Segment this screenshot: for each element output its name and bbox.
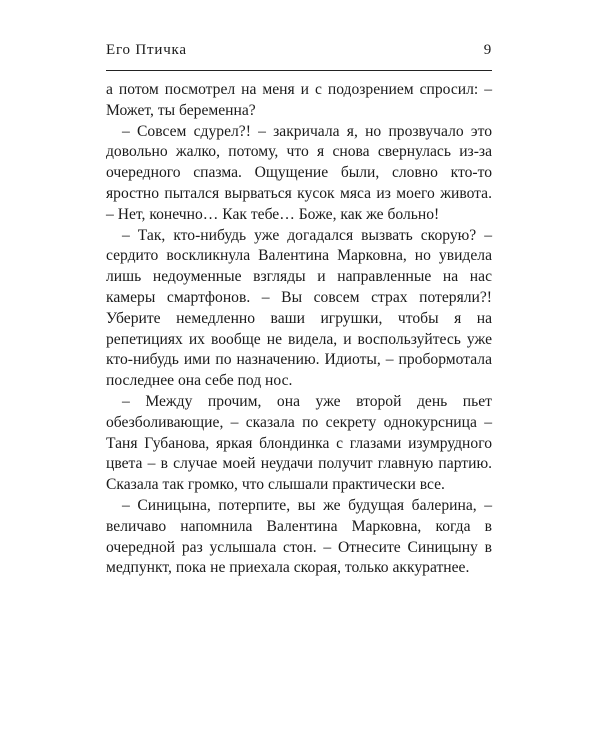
paragraph: – Синицына, потерпите, вы же будущая балерина, – величаво напомнила Валентина Марковна, когда в очередной раз услышала стон. – Отнесите Синицыну в медпункт, пока не приехала скорая, только аккуратнее. [106,496,492,577]
paragraph: – Совсем сдурел?! – закричала я, но прозвучало это довольно жалко, потому, что я снова свернулась из-за очередного спазма. Ощущение были, словно кто-то яростно пытался вырваться кусок мяса из моего живота. – Нет, конечно… Как тебе… Боже, как же больно! [106,122,492,223]
header-rule [106,70,492,71]
running-head [106,42,492,64]
paragraph-continuation: а потом посмотрел на меня и с подозрением спросил: – Может, ты беременна? [106,81,492,119]
paragraph: – Так, кто-нибудь уже догадался вызвать скорую? – сердито воскликнула Валентина Марковна, но увидела лишь недоуменные взгляды и направленные на нас камеры смартфонов. – Вы совсем страх потеряли?! Уберите немедленно ваши игрушки, чтобы я на репетициях их вообще не видела, и воспользуйтесь уже кто-нибудь ими по назначению. Идиоты, – пробормотала последнее она себе под нос. [106,226,492,390]
page-number: 9 [483,42,492,58]
running-head-title: Его Птичка [106,42,187,58]
paragraph: – Между прочим, она уже второй день пьет обезболивающие, – сказала по секрету однокурсница – Таня Губанова, яркая блондинка с глазами изумрудного цвета – в случае моей неудачи получит главную партию. Сказала так громко, что слышали практически все. [106,392,492,494]
body-text [106,80,492,579]
